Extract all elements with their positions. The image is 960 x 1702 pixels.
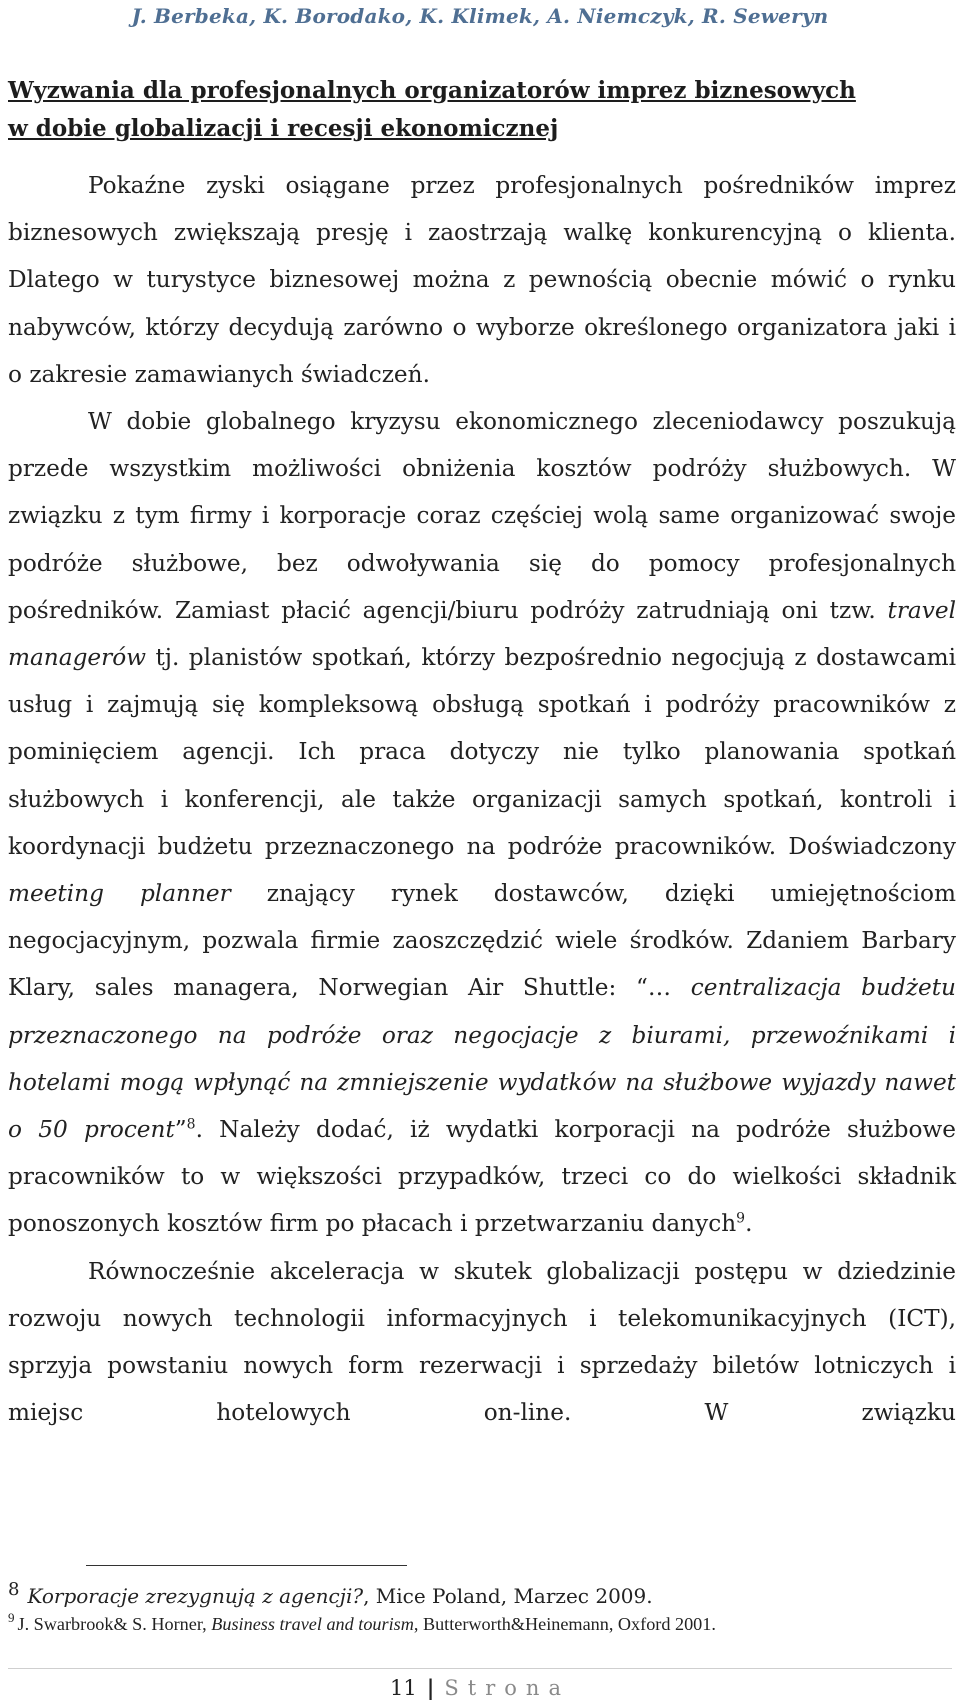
footnote-divider <box>86 1565 407 1566</box>
paragraph-2-text-a: W dobie globalnego kryzysu ekonomicznego zleceniodawcy poszukują przede wszystkim możliwości obniżenia kosztów podróży służbowych. W związku z tym firmy i korporacje coraz częściej wolą same organizować swoje podróże służbowe, bez odwoływania się do pomocy profesjonalnych pośredników. Zamiast płacić agencji/biuru podróży zatrudniają oni tzw. <box>8 408 956 624</box>
term-travel-managerow: travel managerów <box>8 596 956 672</box>
footnote-ref-8[interactable]: 8 <box>186 1116 196 1133</box>
section-title-line-2: w dobie globalizacji i recesji ekonomicznej <box>8 115 559 142</box>
paragraph-2 <box>8 398 956 1248</box>
paragraph-3: Równocześnie akceleracja w skutek globalizacji postępu w dziedzinie rozwoju nowych technologii informacyjnych i telekomunikacyjnych (ICT), sprzyja powstaniu nowych form rezerwacji i sprzedaży biletów lotniczych i miejsc hotelowych on-line. W związku <box>8 1257 956 1427</box>
paragraph-2-text-f: . <box>745 1210 753 1238</box>
term-meeting-planner: meeting planner <box>8 880 231 908</box>
page-number: 11 <box>390 1676 417 1700</box>
paragraph-2-text-c: znający rynek dostawców, dzięki umiejętnościom negocjacyjnym, pozwala firmie zaoszczędzić wiele środków. Zdaniem Barbary Klary, sales managera, Norwegian Air Shuttle: “… <box>8 880 957 1002</box>
footnote-9 <box>8 1610 716 1635</box>
footer-page-word: Strona <box>444 1676 570 1700</box>
paragraph-2-text-b: tj. planistów spotkań, którzy bezpośrednio negocjują z dostawcami usług i zajmują się kompleksową obsługą spotkań i podróży pracowników z pominięciem agencji. Ich praca dotyczy nie tylko planowania spotkań służbowych i konferencji, ale także organizacji samych spotkań, kontroli i koordynacji budżetu przeznaczonego na podróże pracowników. Doświadczony <box>8 644 956 860</box>
footnote-9-number: 9 <box>8 1610 15 1625</box>
page-footer <box>0 1675 960 1700</box>
footnote-8-number: 8 <box>8 1579 20 1600</box>
quote-close: ” <box>174 1116 187 1144</box>
footnote-8 <box>8 1579 653 1608</box>
footnote-9-authors: J. Swarbrook& S. Horner, <box>17 1614 212 1634</box>
footnote-ref-9[interactable]: 9 <box>736 1210 746 1227</box>
footnote-9-title: Business travel and tourism <box>211 1614 414 1634</box>
quote-text: centralizacja budżetu przeznaczonego na podróże oraz negocjacje z biurami, przewoźnikami i hotelami mogą wpłynąć na zmniejszenie wydatków na służbowe wyjazdy nawet o 50 procent <box>8 974 956 1144</box>
footnote-9-publisher: , Butterworth&Heinemann, Oxford 2001. <box>413 1614 716 1634</box>
running-header <box>0 4 960 28</box>
section-title <box>8 72 958 148</box>
footer-separator: | <box>426 1675 435 1700</box>
paragraph-2-text-e: . Należy dodać, iż wydatki korporacji na podróże służbowe pracowników to w większości przypadków, trzeci co do wielkości składnik ponoszonych kosztów firm po płacach i przetwarzaniu danych <box>8 1116 956 1238</box>
paragraph-1: Pokaźne zyski osiągane przez profesjonalnych pośredników imprez biznesowych zwiększają presję i zaostrzają walkę konkurencyjną o klienta. Dlatego w turystyce biznesowej można z pewnością obecnie mówić o rynku nabywców, którzy decydują zarówno o wyborze określonego organizatora jaki i o zakresie zamawianych świadczeń. <box>8 172 956 388</box>
header-authors: J. Berbeka, K. Borodako, K. Klimek, A. Niemczyk, R. Seweryn <box>131 4 829 28</box>
footnote-8-title: Korporacje zrezygnują z agencji? <box>27 1584 364 1608</box>
footnote-8-source: , Mice Poland, Marzec 2009. <box>363 1584 653 1608</box>
section-title-line-1: Wyzwania dla profesjonalnych organizatorów imprez biznesowych <box>8 77 856 104</box>
footer-divider <box>8 1668 952 1669</box>
body-text <box>8 162 956 1436</box>
